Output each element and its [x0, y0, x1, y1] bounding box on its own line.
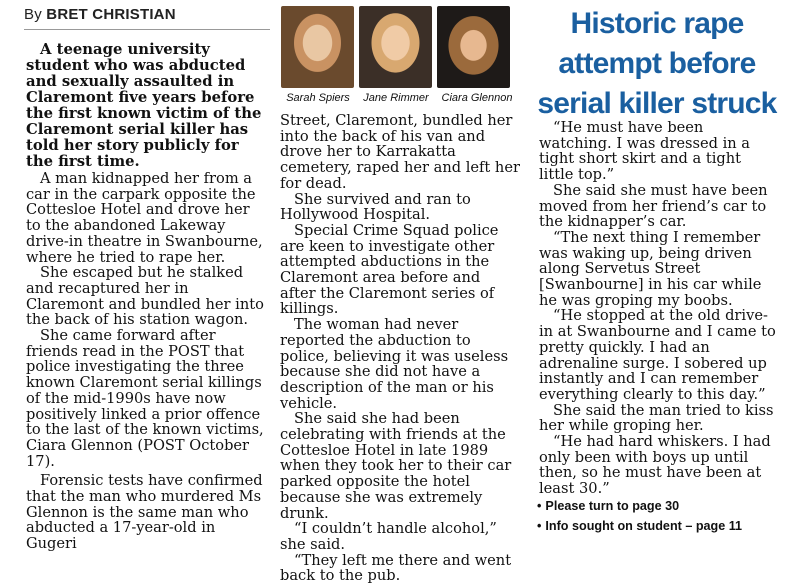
article-paragraph: The woman had never reported the abduction to police, believing it was useless because she did not have a description of the man or his vehicle. — [280, 316, 509, 412]
article-paragraph: “I couldn’t handle alcohol,” she said. — [280, 520, 497, 553]
article-paragraph: She escaped but he stalked and recaptured her in Claremont and bundled her into the back of his station wagon. — [26, 264, 264, 329]
headline-line: serial killer struck — [537, 87, 777, 120]
article-paragraph: “He must have been watching. I was dressed in a tight short skirt and a tight little top.” — [539, 119, 750, 184]
article-column-3 — [539, 120, 779, 497]
continuation-note-text: Info sought on student – page 11 — [545, 519, 743, 533]
photo-ciara-glennon — [437, 6, 510, 88]
photo-caption: Sarah Spiers — [286, 92, 350, 104]
byline — [24, 6, 176, 23]
article-column-1 — [26, 42, 268, 552]
continuation-note — [537, 516, 742, 536]
article-paragraph: Special Crime Squad police are keen to investigate other attempted abductions in the Claremont area before and after the Claremont series of killings. — [280, 221, 499, 318]
photo-jane-rimmer — [359, 6, 432, 88]
article-paragraph: A man kidnapped her from a car in the carpark opposite the Cottesloe Hotel and drove her to the abandoned Lakeway drive-in theatre in Swanbourne, where he tried to rape her. — [26, 170, 263, 266]
article-paragraph: “He had hard whiskers. I had only been with boys up until then, so he must have been at least 30.” — [539, 433, 771, 498]
byline-name: BRET CHRISTIAN — [46, 6, 176, 23]
continuation-note — [537, 496, 742, 516]
headline-line: Historic rape — [570, 7, 744, 40]
article-paragraph: She said she must have been moved from her friend’s car to the kidnapper’s car. — [539, 181, 768, 231]
article-paragraph: She survived and ran to Hollywood Hospital. — [280, 190, 471, 224]
photo-sarah-spiers — [281, 6, 354, 88]
article-paragraph: She came forward after friends read in the POST that police investigating the three known Claremont serial killings of the mid-1990s have now positively linked a prior offence to the last of the known victims, Ciara Glennon (POST October 17). — [26, 327, 264, 470]
bullet-icon: • — [537, 519, 542, 533]
continuation-note-text: Please turn to page 30 — [545, 499, 680, 513]
article-paragraph: Street, Claremont, bundled her into the back of his van and drove her to Karrakatta cemetery, raped her and left her for dead. — [280, 112, 520, 192]
article-paragraph: “The next thing I remember was waking up, being driven along Servetus Street [Swanbourne] in his car while he was groping my boobs. — [539, 228, 762, 309]
article-paragraph: “They left me there and went back to the pub. — [280, 551, 512, 584]
photo-caption: Ciara Glennon — [441, 92, 513, 104]
byline-prefix: By — [24, 6, 42, 23]
article-paragraph: She said the man tried to kiss her while groping her. — [539, 401, 774, 435]
photo-caption: Jane Rimmer — [363, 92, 429, 104]
headline — [525, 4, 787, 124]
continuation-notes — [537, 496, 742, 536]
article-lead: A teenage university student who was abducted and sexually assaulted in Claremont five years before the first known victim of the Claremont serial killer has told her story publicly for the first time. — [26, 41, 262, 170]
byline-divider — [24, 29, 270, 30]
bullet-icon: • — [537, 499, 542, 513]
article-paragraph: “He stopped at the old drive-in at Swanbourne and I came to pretty quickly. I had an adrenaline surge. I sobered up instantly and I can remember everything clearly to this day.” — [539, 307, 776, 403]
article-paragraph: Forensic tests have confirmed that the man who murdered Ms Glennon is the same man who abducted a 17-year-old in Gugeri — [26, 472, 263, 553]
article-column-2 — [280, 113, 520, 584]
headline-line: attempt before — [558, 47, 756, 80]
article-paragraph: She said she had been celebrating with friends at the Cottesloe Hotel in late 1989 when they took her to their car parked opposite the hotel because she was extremely drunk. — [280, 410, 512, 522]
